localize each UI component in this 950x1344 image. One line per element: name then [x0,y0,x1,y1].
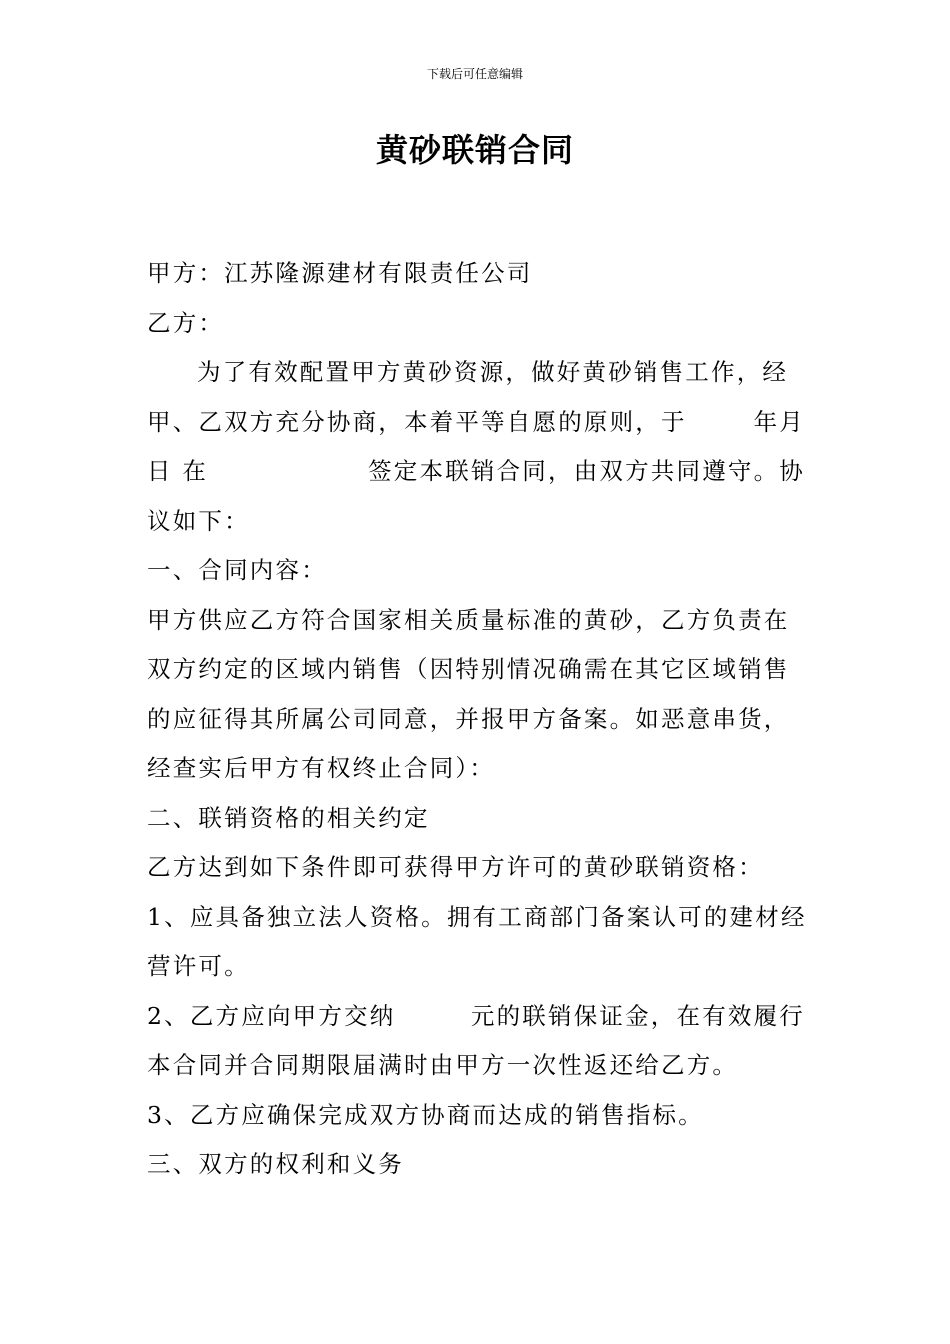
section-2-item-1-line-1: 1、应具备独立法人资格。拥有工商部门备案认可的建材经 [147,902,807,931]
section-1-line-2: 双方约定的区域内销售（因特别情况确需在其它区域销售 [147,655,790,683]
section-1-line-4: 经查实后甲方有权终止合同）： [147,754,496,782]
section-2-item-2-prefix: 2、乙方应向甲方交纳 [147,1001,396,1030]
preamble-line-2 [147,398,805,448]
section-1-heading: 一、合同内容： [147,556,327,584]
section-1-line-3: 的应征得其所属公司同意，并报甲方备案。如恶意串货， [147,704,790,733]
section-2-item-2-line-2: 本合同并合同期限届满时由甲方一次性返还给乙方。 [147,1051,739,1079]
section-2-item-2-line-1 [147,992,805,1042]
party-b-line: 乙方： [147,308,225,337]
section-3-heading: 三、双方的权利和义务 [147,1150,404,1178]
preamble-line-1-text: 为了有效配置甲方黄砂资源，做好黄砂销售工作，经 [197,358,789,386]
section-2-intro: 乙方达到如下条件即可获得甲方许可的黄砂联销资格： [147,853,764,881]
preamble-line-3-text: 签定本联销合同，由双方共同遵守。协 [368,457,805,485]
section-2-heading: 二、联销资格的相关约定 [147,803,430,832]
preamble-line-4: 议如下： [147,506,250,535]
document-title: 黄砂联销合同 [375,131,574,169]
section-2-item-3: 3、乙方应确保完成双方协商而达成的销售指标。 [147,1100,704,1129]
section-1-line-1: 甲方供应乙方符合国家相关质量标准的黄砂，乙方负责在 [147,605,790,634]
preamble-line-3-prefix: 日 在 [147,457,209,485]
party-a-line: 甲方：江苏隆源建材有限责任公司 [147,259,533,287]
page-header-note: 下载后可任意编辑 [426,67,523,81]
document-body [147,249,805,1190]
preamble-line-3 [147,447,805,497]
preamble-line-2-text: 甲、乙双方充分协商，本着平等自愿的原则，于 [147,407,687,436]
section-2-item-2-suffix: 元的联销保证金，在有效履行 [470,1001,805,1030]
section-2-item-1-line-2: 营许可。 [147,952,250,980]
preamble-line-1 [147,348,805,398]
preamble-date-suffix: 年月 [753,407,805,436]
